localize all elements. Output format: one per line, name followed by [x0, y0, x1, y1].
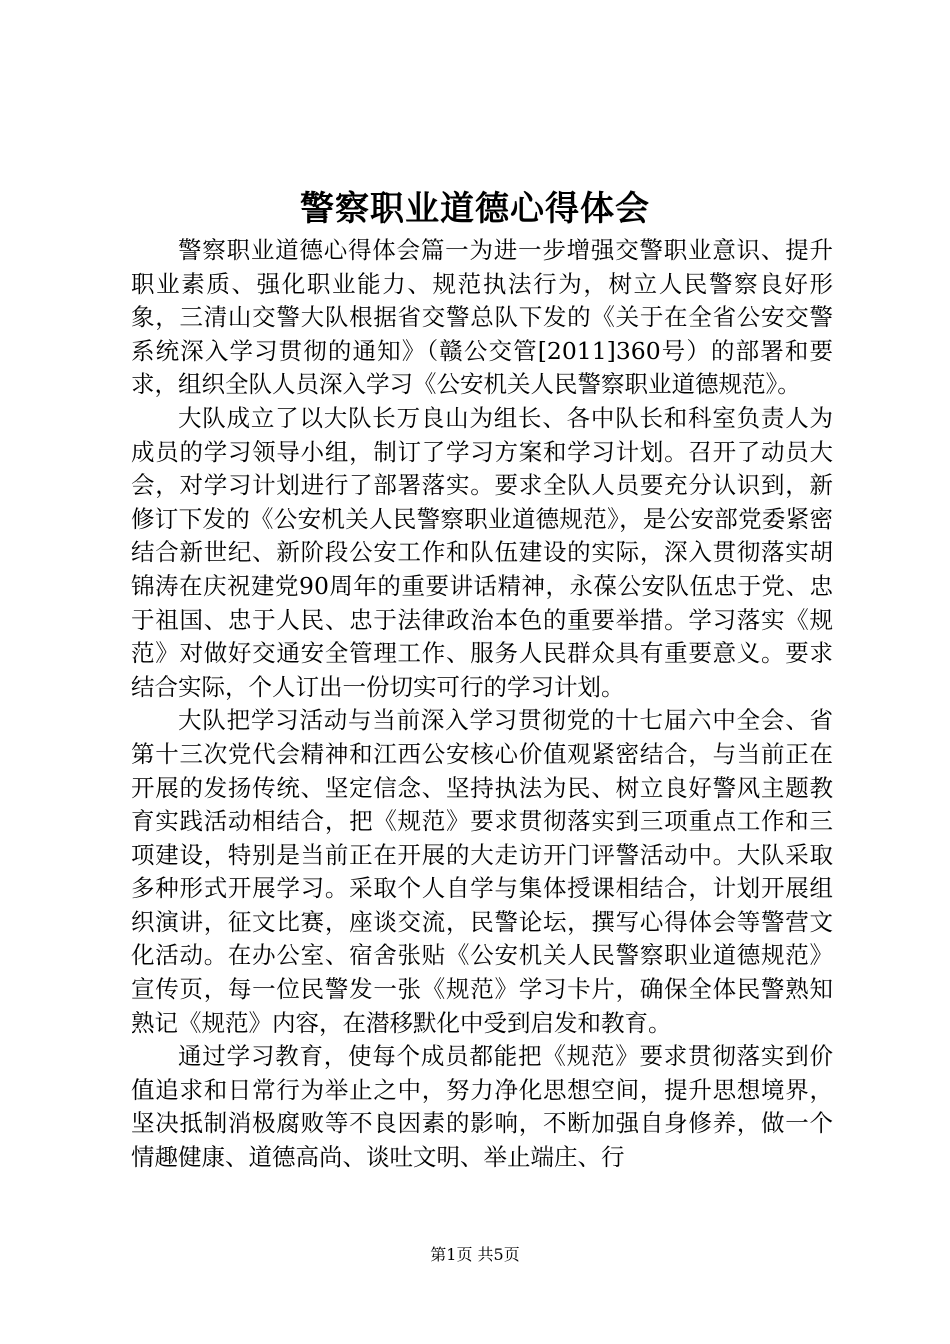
- paragraph: 通过学习教育，使每个成员都能把《规范》要求贯彻落实到价值追求和日常行为举止之中，努力净化思想空间，提升思想境界，坚决抵制消极腐败等不良因素的影响，不断加强自身修养，做一个情趣健康、道德高尚、谈吐文明、举止端庄、行: [131, 1042, 833, 1172]
- paragraph: 大队成立了以大队长万良山为组长、各中队长和科室负责人为成员的学习领导小组，制订了学习方案和学习计划。召开了动员大会，对学习计划进行了部署落实。要求全队人员要充分认识到，新修订下发的《公安机关人民警察职业道德规范》，是公安部党委紧密结合新世纪、新阶段公安工作和队伍建设的实际，深入贯彻落实胡锦涛在庆祝建党90周年的重要讲话精神，永葆公安队伍忠于党、忠于祖国、忠于人民、忠于法律政治本色的重要举措。学习落实《规范》对做好交通安全管理工作、服务人民群众具有重要意义。要求结合实际，个人订出一份切实可行的学习计划。: [131, 403, 833, 701]
- document-title: 警察职业道德心得体会: [300, 189, 650, 229]
- paragraph: 警察职业道德心得体会篇一为进一步增强交警职业意识、提升职业素质、强化职业能力、规范执法行为，树立人民警察良好形象，三清山交警大队根据省交警总队下发的《关于在全省公安交警系统深入学习贯彻的通知》（赣公交管[2011]360号）的部署和要求，组织全队人员深入学习《公安机关人民警察职业道德规范》。: [131, 236, 833, 399]
- paragraph: 大队把学习活动与当前深入学习贯彻党的十七届六中全会、省第十三次党代会精神和江西公安核心价值观紧密结合，与当前正在开展的发扬传统、坚定信念、坚持执法为民、树立良好警风主题教育实践活动相结合，把《规范》要求贯彻落实到三项重点工作和三项建设，特别是当前正在开展的大走访开门评警活动中。大队采取多种形式开展学习。采取个人自学与集体授课相结合，计划开展组织演讲，征文比赛，座谈交流，民警论坛，撰写心得体会等警营文化活动。在办公室、宿舍张贴《公安机关人民警察职业道德规范》宣传页，每一位民警发一张《规范》学习卡片，确保全体民警熟知熟记《规范》内容，在潜移默化中受到启发和教育。: [131, 706, 833, 1037]
- document-body: [131, 234, 833, 1175]
- page-number-footer: 第1页 共5页: [430, 1245, 520, 1264]
